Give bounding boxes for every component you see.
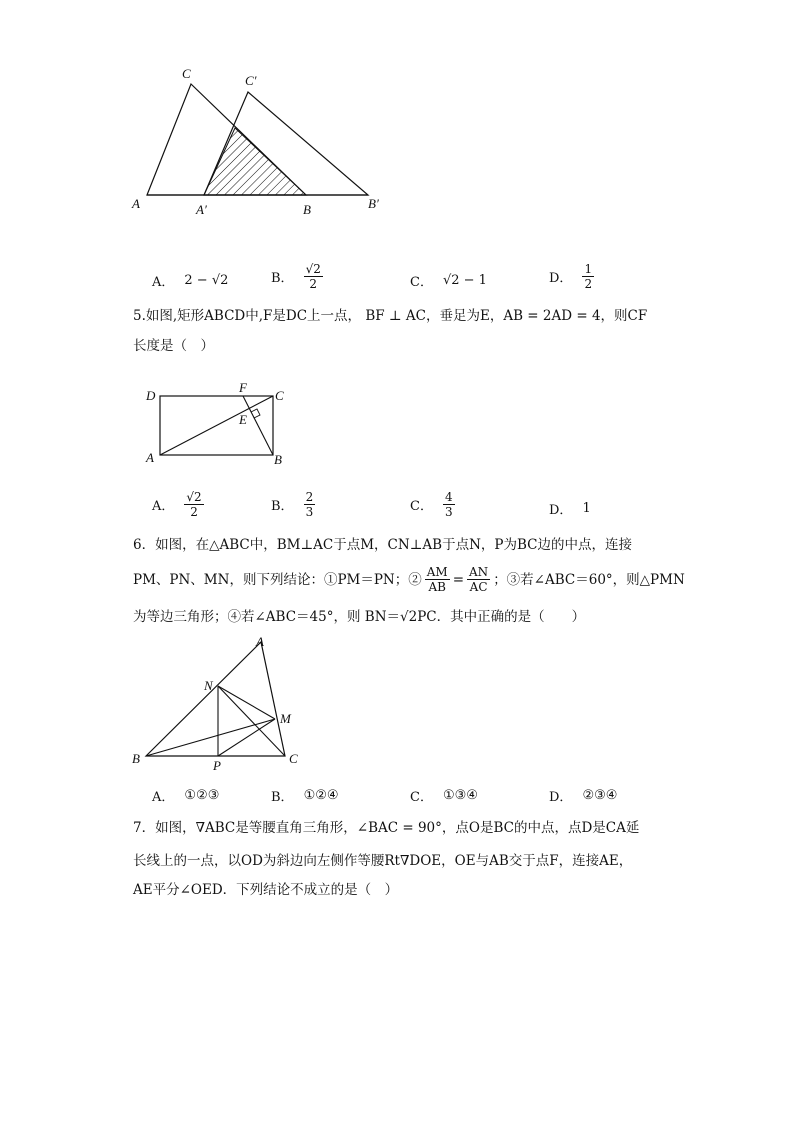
label-C: C [289,751,298,766]
option-letter: D． [549,503,573,518]
q5-option-b[interactable] [271,490,315,519]
label-A: A [146,450,154,465]
q6-option-b[interactable] [271,786,339,805]
label-M: M [280,711,291,726]
figure-triangles [128,62,398,222]
option-letter: A． [152,499,175,514]
segment-pm [218,719,275,756]
label-B-prime: B′ [368,196,379,211]
shaded-region [204,128,306,195]
triangle-abc [146,642,285,756]
option-letter: D． [549,790,573,805]
label-B: B [132,751,140,766]
option-letter: B． [271,499,294,514]
q6-line-1: 6．如图，在△ABC中，BM⊥AC于点M，CN⊥AB于点N，P为BC边的中点，连接 [133,537,632,553]
option-letter: C． [410,790,433,805]
option-letter: B． [271,271,294,286]
option-letter: C． [410,275,433,290]
q6-option-d[interactable] [549,786,617,805]
q7-line-2: 长线上的一点，以OD为斜边向左侧作等腰Rt∇DOE，OE与AB交于点F，连接AE， [133,853,633,869]
q5-option-a[interactable] [152,490,204,519]
label-C-prime: C′ [245,73,257,88]
label-C: C [182,66,191,81]
diagonal-ac [160,396,273,455]
option-value: ①②④ [303,788,339,803]
option-letter: D． [549,271,573,286]
fraction-am-ab: $\frac{AM}{AB}$ [426,565,448,594]
option-fraction: $\frac{√2}{2}$ [305,262,321,291]
label-A-prime: A′ [196,202,207,217]
option-fraction: $\frac{1}{2}$ [584,262,593,291]
q7-line-3: AE平分∠OED．下列结论不成立的是（ ） [133,882,399,898]
option-letter: C． [410,499,433,514]
label-A: A [132,196,140,211]
q6-line-3: 为等边三角形；④若∠ABC＝45°，则 BN＝√2PC．其中正确的是（ ） [133,609,586,625]
option-fraction: $\frac{√2}{2}$ [186,490,202,519]
label-E: E [239,412,247,427]
option-fraction: $\frac{2}{3}$ [305,490,314,519]
q7-line-1: 7．如图，∇ABC是等腰直角三角形，∠BAC = 90°，点O是BC的中点，点D是CA延 [133,820,640,836]
fraction-an-ac: $\frac{AN}{AC}$ [469,565,489,594]
label-N: N [204,678,213,693]
option-letter: A． [152,275,175,290]
figure-rectangle [140,380,300,470]
q6-line-2: PM、PN、MN，则下列结论：①PM＝PN；② $\frac{AM}{AB}$ = $\frac{AN}{AC}$ ；③若∠ABC＝60°，则△PMN [133,565,685,594]
q5-option-c[interactable] [410,490,455,519]
option-value: ②③④ [582,788,618,803]
option-fraction: $\frac{4}{3}$ [444,490,453,519]
segment-mn [218,686,275,719]
q5-option-d[interactable] [549,499,591,518]
q4-option-d[interactable] [549,262,594,291]
figure-triangle-abc [128,632,308,777]
option-letter: A． [152,790,175,805]
label-B: B [274,452,282,467]
label-P: P [213,758,221,773]
segment-bf [243,396,273,455]
q4-option-a[interactable] [152,271,228,290]
label-C: C [275,388,284,403]
option-value: √2 − 1 [442,273,487,288]
segment-cn [218,686,285,756]
option-value: 1 [582,501,591,516]
q5-line-1: 5.如图,矩形ABCD中,F是DC上一点， BF ⊥ AC，垂足为E，AB = 2AD = 4，则CF [133,308,648,324]
option-value: 2 − √2 [184,273,229,288]
option-value: ①③④ [442,788,478,803]
label-B: B [303,202,311,217]
label-D: D [146,388,156,403]
option-value: ①②③ [184,788,220,803]
q4-option-c[interactable] [410,271,487,290]
q5-line-2: 长度是（ ） [133,338,214,354]
label-F: F [239,380,247,395]
q4-option-b[interactable] [271,262,323,291]
q6-option-c[interactable] [410,786,478,805]
q6-option-a[interactable] [152,786,219,805]
option-letter: B． [271,790,294,805]
label-A: A [256,634,264,649]
